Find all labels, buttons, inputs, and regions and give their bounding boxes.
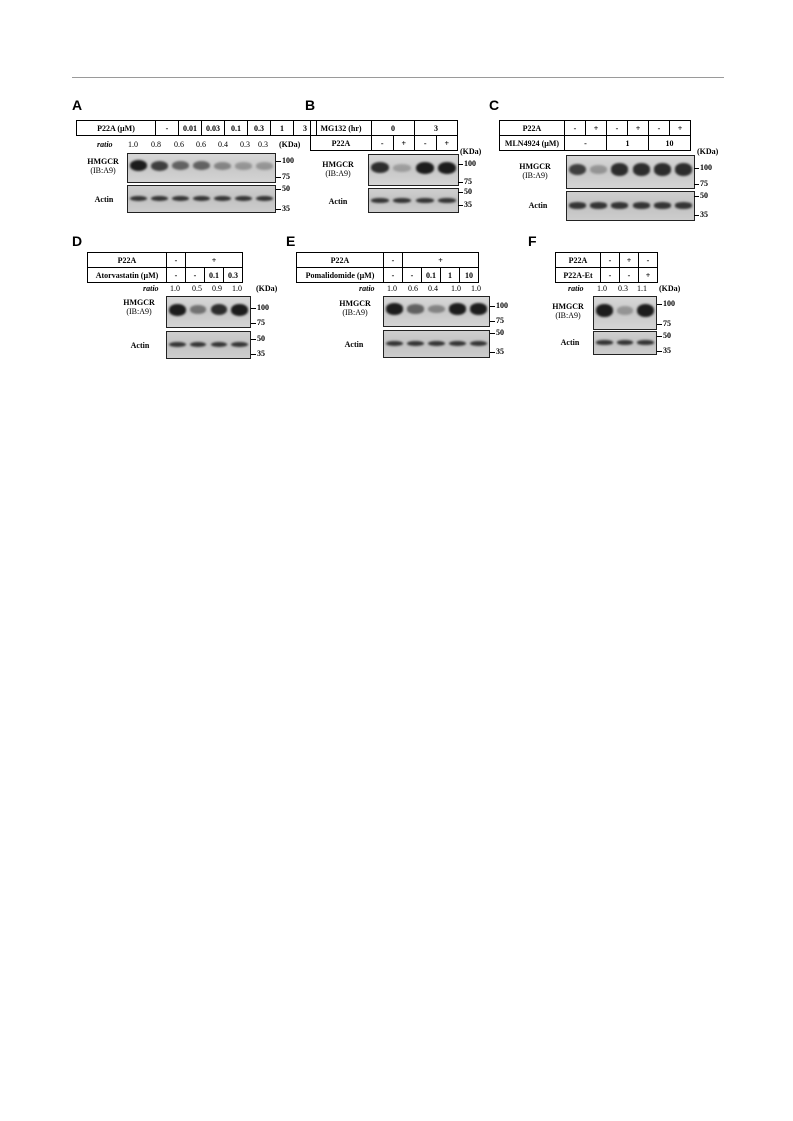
hmgcr-label: HMGCR xyxy=(519,162,551,171)
ratio-label: ratio xyxy=(568,284,584,293)
row-label-pomalidomide: Pomalidomide (µM) xyxy=(297,268,384,283)
condition-table xyxy=(296,252,479,283)
antibody-label-actin: Actin xyxy=(344,340,364,349)
actin-band xyxy=(235,196,252,202)
cond-cell: - xyxy=(167,268,186,283)
hmgcr-sub: (IB:A9) xyxy=(342,308,368,317)
actin-band xyxy=(590,202,607,208)
cond-cell: + xyxy=(436,136,458,151)
ratio-value: 0.8 xyxy=(151,140,161,149)
cond-cell: - xyxy=(167,253,186,268)
hmgcr-band xyxy=(393,164,411,172)
hmgcr-band xyxy=(675,163,692,175)
cond-cell: 0.01 xyxy=(179,121,202,136)
hmgcr-blot xyxy=(593,296,657,330)
hmgcr-band xyxy=(428,305,445,313)
panel-label: A xyxy=(72,97,83,113)
row-label-p22a: P22A xyxy=(500,121,565,136)
hmgcr-label: HMGCR xyxy=(123,298,155,307)
ratio-value: 0.3 xyxy=(258,140,268,149)
hmgcr-band xyxy=(596,304,613,317)
kda-label: (KDa) xyxy=(460,147,482,156)
cond-cell: - xyxy=(639,253,658,268)
ratio-value: 1.0 xyxy=(451,284,461,293)
header-rule xyxy=(72,77,724,78)
mw-marker: 75 xyxy=(657,319,671,328)
cond-cell: - xyxy=(601,253,620,268)
antibody-label-actin: Actin xyxy=(130,341,150,350)
mw-marker: 35 xyxy=(490,347,504,356)
hmgcr-band xyxy=(637,304,654,317)
antibody-label-actin: Actin xyxy=(528,201,548,210)
hmgcr-blot xyxy=(383,296,490,327)
hmgcr-band xyxy=(193,161,210,170)
ratio-value: 1.0 xyxy=(387,284,397,293)
actin-band xyxy=(151,196,168,202)
ratio-value: 0.9 xyxy=(212,284,222,293)
cond-cell: - xyxy=(403,268,422,283)
cond-cell: 0.3 xyxy=(224,268,243,283)
hmgcr-blot xyxy=(127,153,276,183)
row-label-atorvastatin: Atorvastatin (µM) xyxy=(88,268,167,283)
actin-blot xyxy=(127,185,276,213)
antibody-label-hmgcr xyxy=(312,160,364,178)
ratio-label: ratio xyxy=(97,140,113,149)
condition-table xyxy=(555,252,658,283)
cond-cell: 1 xyxy=(441,268,460,283)
ratio-value: 0.3 xyxy=(240,140,250,149)
mw-marker: 100 xyxy=(276,156,294,165)
ratio-label: ratio xyxy=(143,284,159,293)
mw-marker: 35 xyxy=(251,349,265,358)
mw-marker: 50 xyxy=(276,184,290,193)
cond-cell: - xyxy=(415,136,437,151)
hmgcr-sub: (IB:A9) xyxy=(90,166,116,175)
actin-blot xyxy=(593,331,657,355)
hmgcr-band xyxy=(214,162,231,170)
actin-band xyxy=(637,340,654,345)
actin-band xyxy=(193,196,210,202)
hmgcr-label: HMGCR xyxy=(339,299,371,308)
hmgcr-band xyxy=(617,306,634,315)
hmgcr-band xyxy=(169,304,186,316)
cond-cell: 3 xyxy=(294,121,317,136)
antibody-label-actin: Actin xyxy=(560,338,580,347)
actin-band xyxy=(190,342,207,348)
actin-band xyxy=(407,341,424,347)
hmgcr-band xyxy=(172,161,189,170)
cond-cell: - xyxy=(384,253,403,268)
hmgcr-band xyxy=(235,162,252,170)
cond-cell: + xyxy=(586,121,607,136)
actin-band xyxy=(449,341,466,347)
cond-cell: 1 xyxy=(271,121,294,136)
hmgcr-band xyxy=(416,162,434,174)
hmgcr-blot xyxy=(566,155,695,189)
hmgcr-band xyxy=(569,164,586,176)
row-label-p22a: P22A xyxy=(311,136,372,151)
cond-cell: - xyxy=(372,136,394,151)
mw-marker: 100 xyxy=(657,299,675,308)
kda-label: (KDa) xyxy=(697,147,719,156)
panel-label: C xyxy=(489,97,500,113)
cond-cell: + xyxy=(670,121,691,136)
condition-table xyxy=(499,120,691,151)
actin-band xyxy=(211,342,228,348)
actin-band xyxy=(654,202,671,208)
hmgcr-label: HMGCR xyxy=(322,160,354,169)
hmgcr-sub: (IB:A9) xyxy=(555,311,581,320)
hmgcr-band xyxy=(470,303,487,315)
actin-band xyxy=(617,340,634,345)
row-label-p22a: P22A xyxy=(556,253,601,268)
cond-cell: 0.03 xyxy=(202,121,225,136)
cond-cell: - xyxy=(601,268,620,283)
panel-label: F xyxy=(528,233,537,249)
ratio-value: 1.0 xyxy=(128,140,138,149)
ratio-value: 0.6 xyxy=(174,140,184,149)
cond-cell: + xyxy=(393,136,415,151)
ratio-value: 1.1 xyxy=(637,284,647,293)
actin-band xyxy=(393,198,411,203)
mw-marker: 75 xyxy=(276,172,290,181)
cond-cell: 0.1 xyxy=(205,268,224,283)
ratio-value: 1.0 xyxy=(232,284,242,293)
actin-band xyxy=(371,198,389,203)
ratio-value: 1.0 xyxy=(471,284,481,293)
mw-marker: 75 xyxy=(251,318,265,327)
kda-label: (KDa) xyxy=(279,140,301,149)
cond-cell: - xyxy=(649,121,670,136)
hmgcr-band xyxy=(151,161,168,171)
mw-marker: 35 xyxy=(458,200,472,209)
actin-band xyxy=(169,342,186,348)
cond-cell: + xyxy=(639,268,658,283)
row-label-p22a: P22A xyxy=(297,253,384,268)
actin-band xyxy=(386,341,403,347)
hmgcr-band xyxy=(371,162,389,173)
row-label-p22a: P22A xyxy=(88,253,167,268)
antibody-label-actin: Actin xyxy=(94,195,114,204)
mw-marker: 35 xyxy=(694,210,708,219)
actin-band xyxy=(416,198,434,203)
ratio-value: 0.3 xyxy=(618,284,628,293)
ratio-value: 1.0 xyxy=(170,284,180,293)
actin-band xyxy=(633,202,650,208)
condition-table xyxy=(310,120,458,151)
row-label-p22a: P22A (µM) xyxy=(77,121,156,136)
hmgcr-blot xyxy=(368,154,459,186)
mw-marker: 50 xyxy=(694,191,708,200)
actin-blot xyxy=(383,330,490,358)
actin-band xyxy=(611,202,628,208)
cond-cell: 0.3 xyxy=(248,121,271,136)
hmgcr-band xyxy=(386,303,403,315)
hmgcr-sub: (IB:A9) xyxy=(325,169,351,178)
hmgcr-label: HMGCR xyxy=(552,302,584,311)
mw-marker: 75 xyxy=(694,179,708,188)
antibody-label-hmgcr xyxy=(545,302,591,320)
cond-cell: - xyxy=(565,136,607,151)
cond-cell: 0 xyxy=(372,121,415,136)
actin-band xyxy=(569,202,586,208)
panel-label: E xyxy=(286,233,296,249)
antibody-label-hmgcr xyxy=(80,157,126,175)
actin-band xyxy=(231,342,248,348)
mw-marker: 50 xyxy=(490,328,504,337)
actin-blot xyxy=(566,191,695,221)
condition-table xyxy=(87,252,243,283)
cond-cell: - xyxy=(384,268,403,283)
cond-cell: + xyxy=(628,121,649,136)
mw-marker: 100 xyxy=(490,301,508,310)
ratio-value: 0.6 xyxy=(408,284,418,293)
ratio-value: 0.5 xyxy=(192,284,202,293)
hmgcr-band xyxy=(633,163,650,175)
row-label-mg132: MG132 (hr) xyxy=(311,121,372,136)
cond-cell: 1 xyxy=(607,136,649,151)
condition-table xyxy=(76,120,317,136)
cond-cell: - xyxy=(565,121,586,136)
actin-band xyxy=(596,340,613,345)
ratio-value: 0.4 xyxy=(218,140,228,149)
actin-band xyxy=(214,196,231,202)
hmgcr-band xyxy=(190,305,207,314)
row-label-mln4924: MLN4924 (µM) xyxy=(500,136,565,151)
hmgcr-band xyxy=(231,304,248,316)
mw-marker: 35 xyxy=(276,204,290,213)
hmgcr-sub: (IB:A9) xyxy=(126,307,152,316)
mw-marker: 100 xyxy=(251,303,269,312)
ratio-value: 1.0 xyxy=(597,284,607,293)
cond-cell: - xyxy=(607,121,628,136)
actin-band xyxy=(428,341,445,347)
mw-marker: 75 xyxy=(490,316,504,325)
mw-marker: 100 xyxy=(694,163,712,172)
cond-cell: + xyxy=(620,253,639,268)
ratio-value: 0.4 xyxy=(428,284,438,293)
actin-band xyxy=(438,198,456,203)
cond-cell: 0.1 xyxy=(225,121,248,136)
actin-blot xyxy=(368,188,459,213)
cond-cell: - xyxy=(620,268,639,283)
kda-label: (KDa) xyxy=(256,284,278,293)
hmgcr-sub: (IB:A9) xyxy=(522,171,548,180)
cond-cell: 3 xyxy=(415,121,458,136)
cond-cell: + xyxy=(186,253,243,268)
mw-marker: 50 xyxy=(458,187,472,196)
cond-cell: 0.1 xyxy=(422,268,441,283)
mw-marker: 100 xyxy=(458,159,476,168)
mw-marker: 35 xyxy=(657,346,671,355)
antibody-label-hmgcr xyxy=(116,298,162,316)
panel-label: D xyxy=(72,233,83,249)
mw-marker: 75 xyxy=(458,177,472,186)
actin-band xyxy=(130,196,147,202)
hmgcr-band xyxy=(590,165,607,174)
actin-band xyxy=(256,196,273,202)
antibody-label-hmgcr xyxy=(510,162,560,180)
mw-marker: 50 xyxy=(657,331,671,340)
hmgcr-band xyxy=(449,303,466,315)
hmgcr-band xyxy=(438,162,456,174)
actin-band xyxy=(470,341,487,347)
ratio-label: ratio xyxy=(359,284,375,293)
ratio-value: 0.6 xyxy=(196,140,206,149)
actin-blot xyxy=(166,331,251,359)
antibody-label-hmgcr xyxy=(330,299,380,317)
cond-cell: - xyxy=(186,268,205,283)
hmgcr-band xyxy=(611,163,628,175)
mw-marker: 50 xyxy=(251,334,265,343)
kda-label: (KDa) xyxy=(659,284,681,293)
cond-cell: + xyxy=(403,253,479,268)
row-label-p22a-et: P22A-Et xyxy=(556,268,601,283)
hmgcr-band xyxy=(407,304,424,314)
cond-cell: - xyxy=(156,121,179,136)
cond-cell: 10 xyxy=(460,268,479,283)
actin-band xyxy=(172,196,189,202)
antibody-label-actin: Actin xyxy=(328,197,348,206)
actin-band xyxy=(675,202,692,208)
hmgcr-band xyxy=(130,160,147,171)
hmgcr-blot xyxy=(166,296,251,328)
hmgcr-band xyxy=(256,162,273,170)
panel-label: B xyxy=(305,97,316,113)
hmgcr-label: HMGCR xyxy=(87,157,119,166)
hmgcr-band xyxy=(211,304,228,315)
cond-cell: 10 xyxy=(649,136,691,151)
hmgcr-band xyxy=(654,163,671,175)
